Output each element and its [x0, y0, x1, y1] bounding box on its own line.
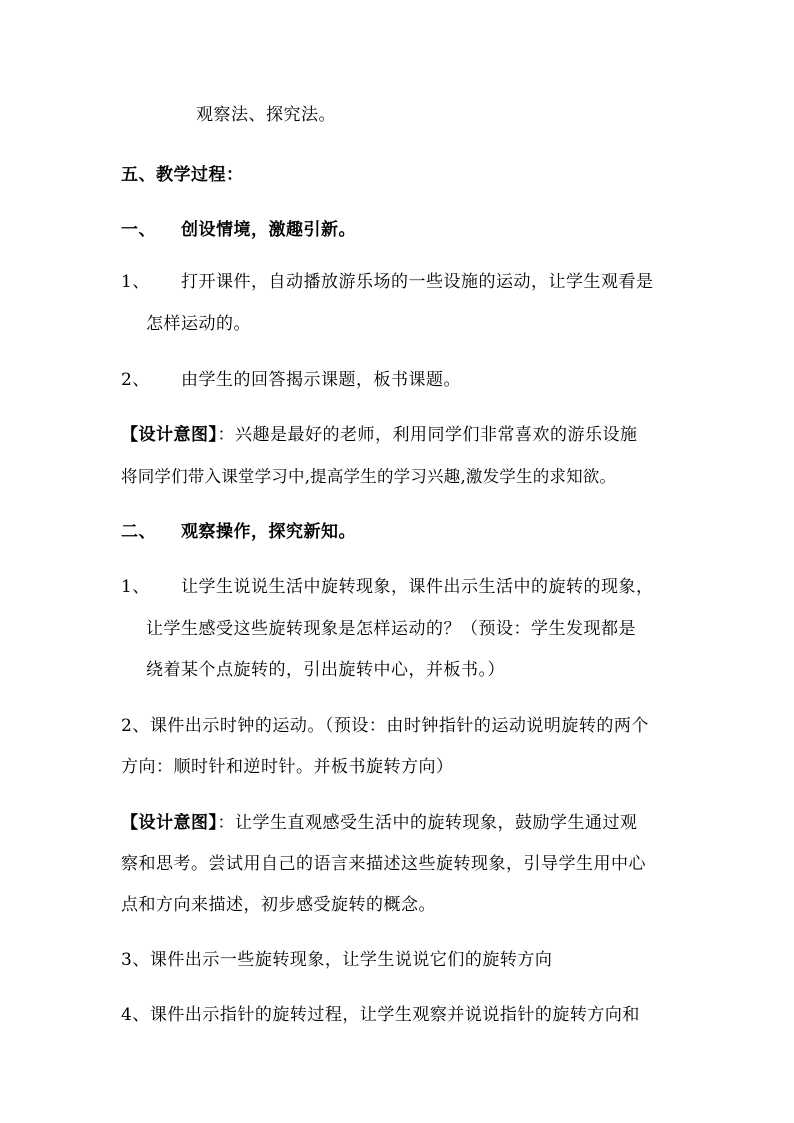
part-two-design-intent-line-2: 察和思考。尝试用自己的语言来描述这些旋转现象，引导学生用中心	[121, 854, 646, 874]
part-one-title: 创设情境，激趣引新。	[181, 220, 356, 240]
part-two-title: 观察操作，探究新知。	[181, 522, 356, 542]
part-two-item-4: 4、课件出示指针的旋转过程，让学生观察并说说指针的旋转方向和	[121, 1005, 640, 1025]
part-two-design-intent-line-3: 点和方向来描述，初步感受旋转的概念。	[121, 895, 436, 915]
part-one-heading	[121, 219, 356, 241]
part-two-number: 二、	[121, 522, 156, 542]
part-two-heading	[121, 521, 356, 543]
part-one-item-1-line-2: 怎样运动的。	[146, 314, 251, 334]
part-two-item-1-line-1	[121, 576, 654, 598]
item-text: 由学生的回答揭示课题，板书课题。	[181, 370, 461, 390]
part-one-number: 一、	[121, 220, 156, 240]
part-two-item-1-line-3: 绕着某个点旋转的，引出旋转中心，并板书。）	[146, 660, 505, 680]
design-intent-label: 【设计意图】	[121, 425, 218, 445]
part-two-item-2-line-1: 2、课件出示时钟的运动。（预设：由时钟指针的运动说明旋转的两个	[121, 716, 649, 736]
part-one-item-2	[121, 369, 461, 391]
part-one-design-intent-line-1	[121, 424, 638, 446]
part-one-design-intent-line-2: 将同学们带入课堂学习中,提高学生的学习兴趣,激发学生的求知欲。	[121, 467, 617, 486]
section-heading-teaching-process: 五、教学过程：	[121, 165, 244, 185]
part-two-item-2-line-2: 方向：顺时针和逆时针。并板书旋转方向）	[121, 757, 454, 777]
design-intent-label: 【设计意图】	[121, 813, 218, 833]
part-two-design-intent-line-1	[121, 812, 638, 834]
design-intent-text: ：兴趣是最好的老师，利用同学们非常喜欢的游乐设施	[217, 425, 638, 445]
item-text: 让学生说说生活中旋转现象，课件出示生活中的旋转的现象，	[181, 577, 654, 597]
item-number: 1、	[121, 577, 150, 597]
teaching-method-line: 观察法、探究法。	[196, 105, 336, 125]
item-number: 1、	[121, 272, 150, 292]
design-intent-text: ：让学生直观感受生活中的旋转现象，鼓励学生通过观	[217, 813, 638, 833]
item-number: 2、	[121, 370, 150, 390]
part-two-item-3: 3、课件出示一些旋转现象，让学生说说它们的旋转方向	[121, 950, 553, 970]
part-one-item-1-line-1	[121, 271, 654, 293]
item-text: 打开课件，自动播放游乐场的一些设施的运动，让学生观看是	[181, 272, 654, 292]
part-two-item-1-line-2: 让学生感受这些旋转现象是怎样运动的？（预设：学生发现都是	[146, 619, 636, 639]
